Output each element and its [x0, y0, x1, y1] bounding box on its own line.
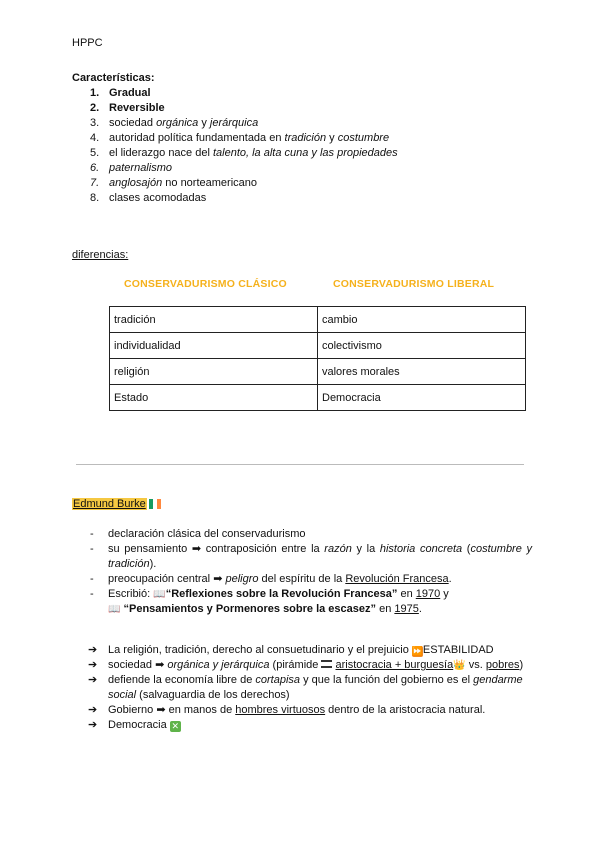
list-item: - preocupación central ➡ peligro del espíritu de la Revolución Francesa. — [72, 572, 532, 587]
book-icon: 📖 — [108, 604, 121, 615]
ireland-flag-icon — [149, 499, 161, 509]
list-item: ➔ sociedad ➡ orgánica y jerárquica (pirámide aristocracia + burguesía👑 vs. pobres) — [88, 659, 524, 671]
differences-title: diferencias: — [72, 249, 129, 261]
table-cell: religión — [110, 359, 318, 385]
list-item: 2. Reversible — [90, 102, 165, 114]
list-item: 8. clases acomodadas — [90, 192, 207, 204]
document-header: HPPC — [72, 37, 103, 49]
table-row — [110, 359, 526, 385]
arrow-icon: ➡ — [191, 543, 202, 555]
list-item: 3. sociedad orgánica y jerárquica — [90, 117, 259, 129]
table-cell: cambio — [318, 307, 526, 333]
table-cell: colectivismo — [318, 333, 526, 359]
list-item: ➔ Gobierno ➡ en manos de hombres virtuosos dentro de la aristocracia natural. — [88, 704, 486, 716]
right-arrow-bullet-icon: ➔ — [88, 719, 98, 731]
arrow-icon: ➡ — [213, 573, 223, 585]
burke-dash-list — [72, 527, 532, 617]
list-item: 4. autoridad política fundamentada en tradición y costumbre — [90, 132, 390, 144]
column-header-classic: CONSERVADURISMO CLÁSICO — [124, 278, 287, 290]
list-item: 1. Gradual — [90, 87, 151, 99]
list-item: 6. paternalismo — [90, 162, 172, 174]
table-cell: Democracia — [318, 385, 526, 411]
burke-arrow-list — [72, 643, 532, 733]
fast-forward-icon: ⏩ — [411, 646, 424, 656]
burke-heading: Edmund Burke — [73, 498, 146, 510]
right-arrow-bullet-icon: ➔ — [88, 659, 98, 671]
arrow-icon: ➡ — [156, 704, 166, 716]
table-row — [110, 307, 526, 333]
table-cell: valores morales — [318, 359, 526, 385]
right-arrow-bullet-icon: ➔ — [88, 704, 98, 716]
list-item: 5. el liderazgo nace del talento, la alta cuna y las propiedades — [90, 147, 398, 159]
list-item: 7. anglosajón no norteamericano — [90, 177, 257, 189]
right-arrow-bullet-icon: ➔ — [88, 644, 98, 656]
list-item: - su pensamiento ➡ contraposición entre la razón y la historia concreta (costumbre y tradición). — [72, 542, 532, 572]
table-cell: Estado — [110, 385, 318, 411]
book-icon: 📖 — [153, 589, 166, 600]
list-item: - declaración clásica del conservadurismo — [72, 527, 532, 542]
column-header-liberal: CONSERVADURISMO LIBERAL — [333, 278, 495, 290]
table-row — [110, 333, 526, 359]
table-row — [110, 385, 526, 411]
horizontal-divider — [76, 464, 524, 465]
list-item: ➔ defiende la economía libre de cortapisa y que la función del gobierno es el gendarme social (salvaguardia de los derechos) — [88, 674, 523, 701]
list-item: ➔ Democracia ✕ — [88, 719, 180, 731]
heavy-equals-icon — [321, 660, 332, 668]
table-cell: individualidad — [110, 333, 318, 359]
comparison-table — [109, 306, 526, 411]
right-arrow-bullet-icon: ➔ — [88, 674, 98, 686]
crown-icon: 👑 — [453, 660, 466, 671]
characteristics-list — [72, 86, 552, 206]
table-cell: tradición — [110, 307, 318, 333]
characteristics-title: Características: — [72, 72, 155, 84]
list-item: - Escribió: 📖“Reflexiones sobre la Revolución Francesa” en 1970 y 📖 “Pensamientos y Pormenores sobre la escasez” en 1975. — [72, 587, 532, 617]
list-item: ➔ La religión, tradición, derecho al consuetudinario y el prejuicio ⏩ESTABILIDAD — [88, 644, 494, 656]
cross-mark-icon: ✕ — [171, 721, 180, 731]
arrow-icon: ➡ — [155, 659, 165, 671]
